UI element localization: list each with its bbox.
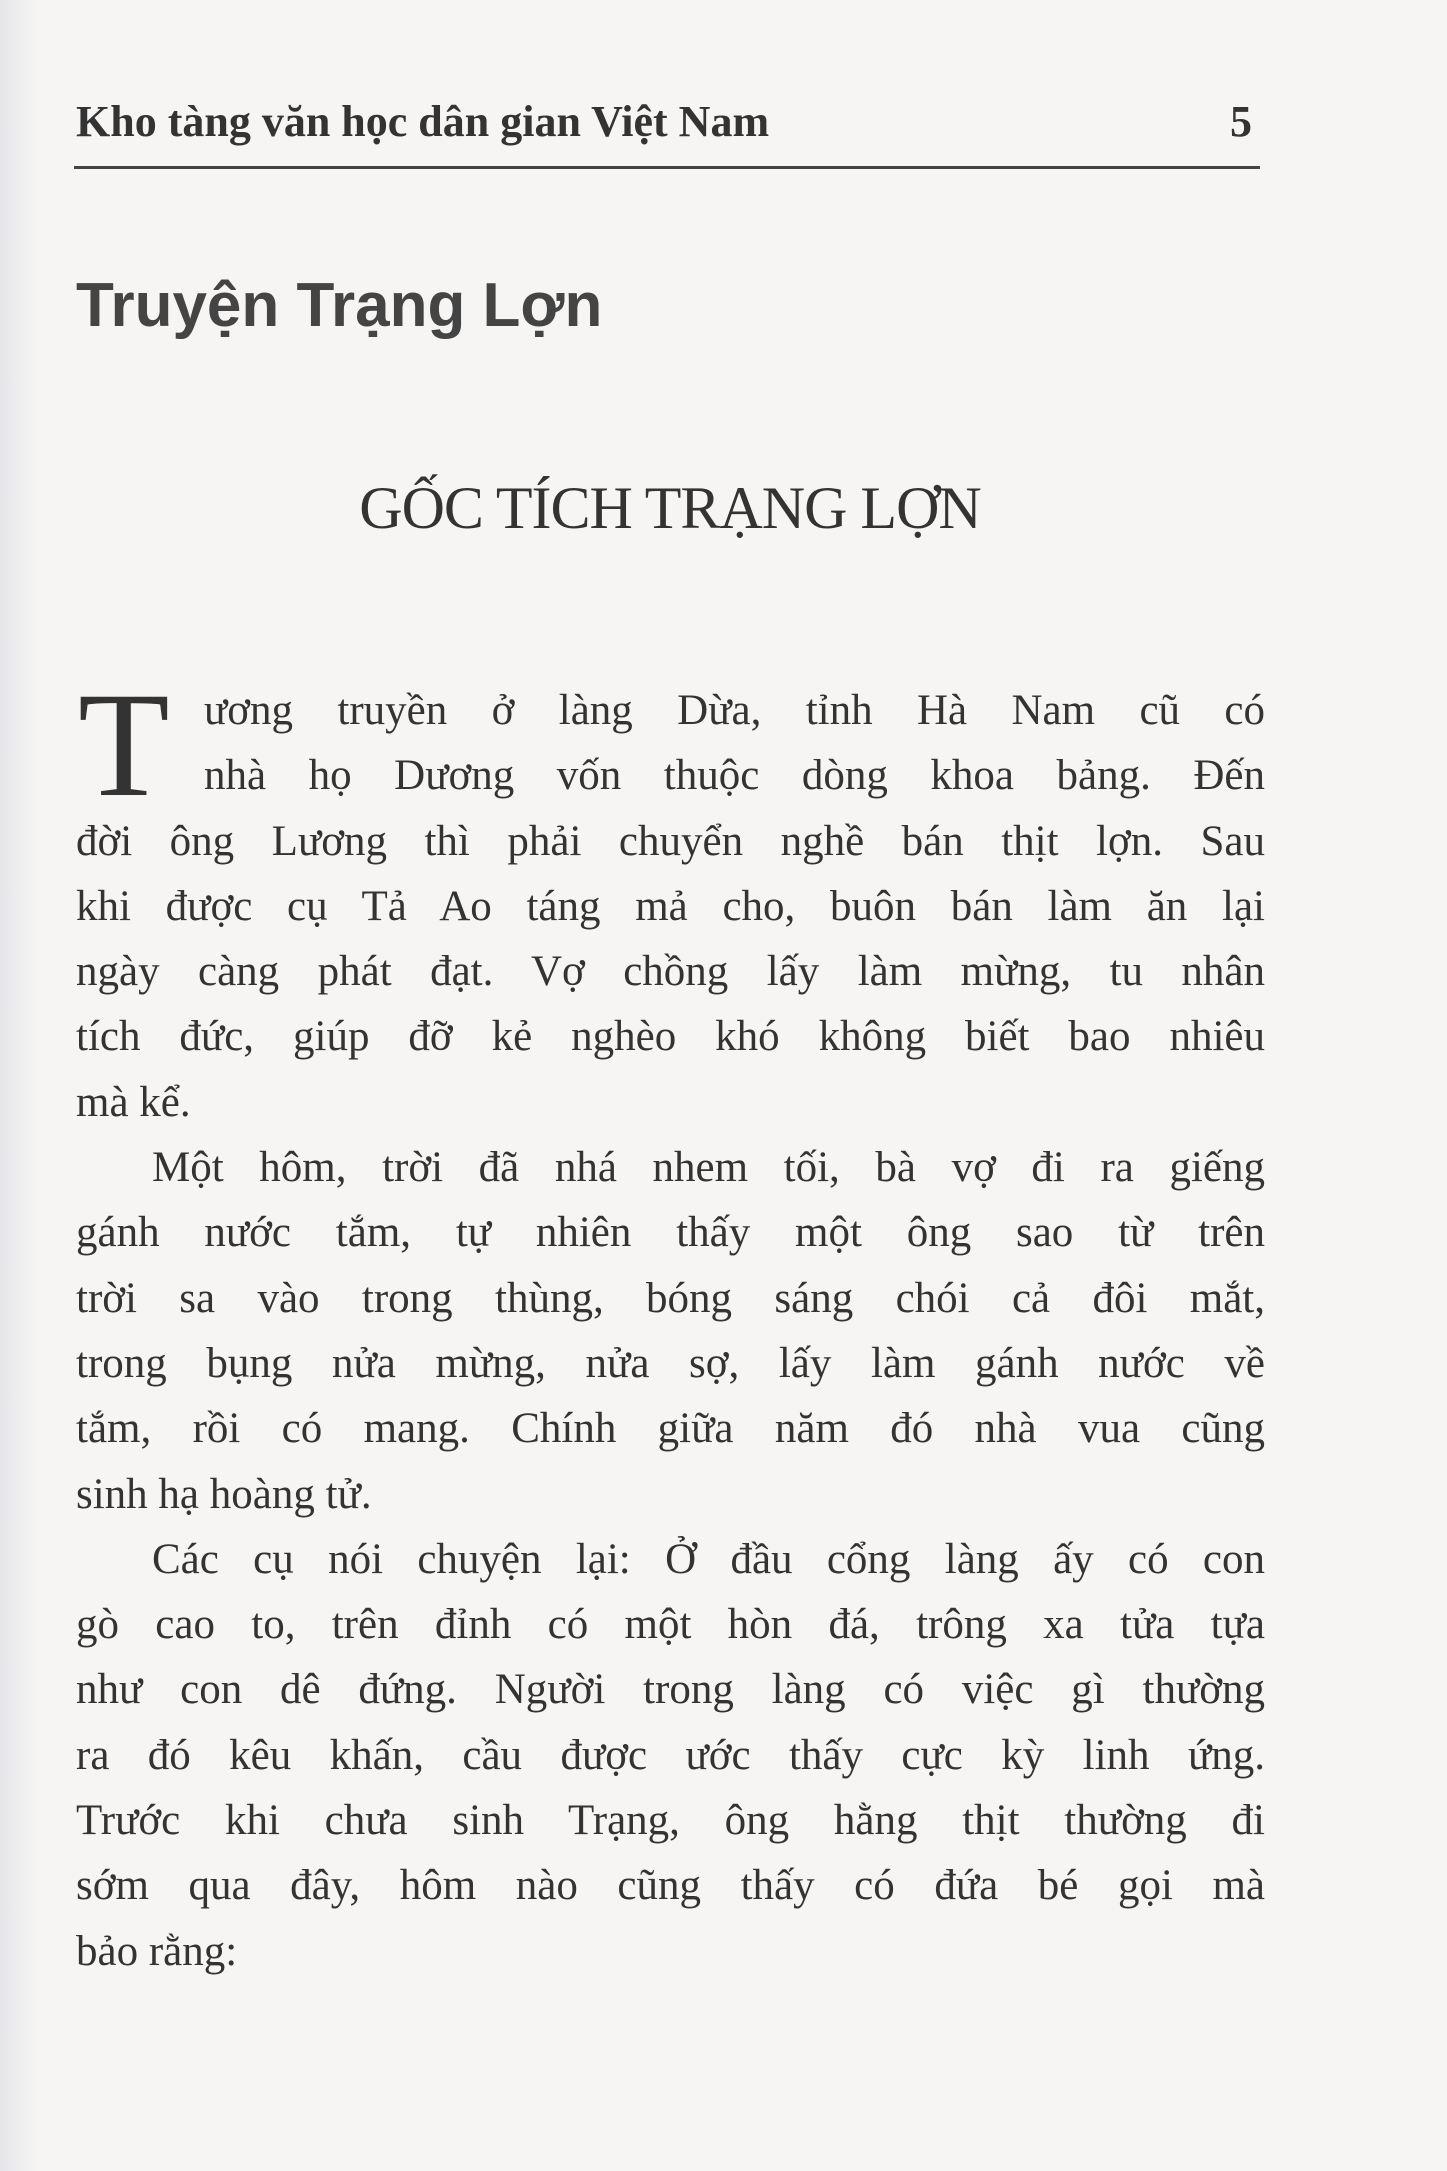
chapter-heading: GỐC TÍCH TRẠNG LỢN (359, 475, 981, 541)
text-line: Trước khi chưa sinh Trạng, ông hằng thịt thường đi (76, 1797, 1265, 1845)
text-line: tích đức, giúp đỡ kẻ nghèo khó không biết bao nhiêu (76, 1013, 1265, 1061)
text-line: ngày càng phát đạt. Vợ chồng lấy làm mừng, tu nhân (76, 948, 1265, 996)
text-line: tắm, rồi có mang. Chính giữa năm đó nhà vua cũng (76, 1405, 1265, 1453)
header-rule (74, 166, 1260, 169)
text-line: khi được cụ Tả Ao táng mả cho, buôn bán làm ăn lại (76, 882, 1265, 930)
section-title: Truyện Trạng Lợn (76, 271, 603, 340)
text-line: ương truyền ở làng Dừa, tỉnh Hà Nam cũ có (204, 687, 1265, 734)
text-line: gánh nước tắm, tự nhiên thấy một ông sao từ trên (76, 1209, 1265, 1257)
text-line: sinh hạ hoàng tử. (76, 1470, 372, 1518)
running-header-title: Kho tàng văn học dân gian Việt Nam (76, 97, 770, 146)
drop-cap: T (78, 662, 170, 828)
text-line: trời sa vào trong thùng, bóng sáng chói cả đôi mắt, (76, 1274, 1265, 1322)
page-number: 5 (1230, 97, 1252, 146)
text-line: Một hôm, trời đã nhá nhem tối, bà vợ đi ra giếng (152, 1144, 1265, 1192)
paragraph-2 (76, 1135, 1265, 1527)
text-line: đời ông Lương thì phải chuyển nghề bán thịt lợn. Sau (76, 817, 1265, 865)
text-line: gò cao to, trên đỉnh có một hòn đá, trông xa tửa tựa (76, 1601, 1265, 1649)
text-line: ra đó kêu khấn, cầu được ước thấy cực kỳ linh ứng. (76, 1731, 1265, 1779)
text-line: như con dê đứng. Người trong làng có việc gì thường (76, 1666, 1265, 1714)
text-line: Các cụ nói chuyện lại: Ở đầu cổng làng ấy có con (152, 1535, 1265, 1583)
page-edge-shadow (0, 0, 40, 2171)
text-line: bảo rằng: (76, 1927, 238, 1975)
text-line: trong bụng nửa mừng, nửa sợ, lấy làm gánh nước về (76, 1339, 1265, 1387)
text-line: nhà họ Dương vốn thuộc dòng khoa bảng. Đến (204, 752, 1265, 800)
text-line: mà kể. (76, 1078, 191, 1126)
paragraph-3 (76, 1527, 1265, 1984)
text-line: sớm qua đây, hôm nào cũng thấy có đứa bé gọi mà (76, 1862, 1265, 1910)
body-text (76, 662, 1265, 1984)
paragraph-1 (76, 678, 1265, 1135)
